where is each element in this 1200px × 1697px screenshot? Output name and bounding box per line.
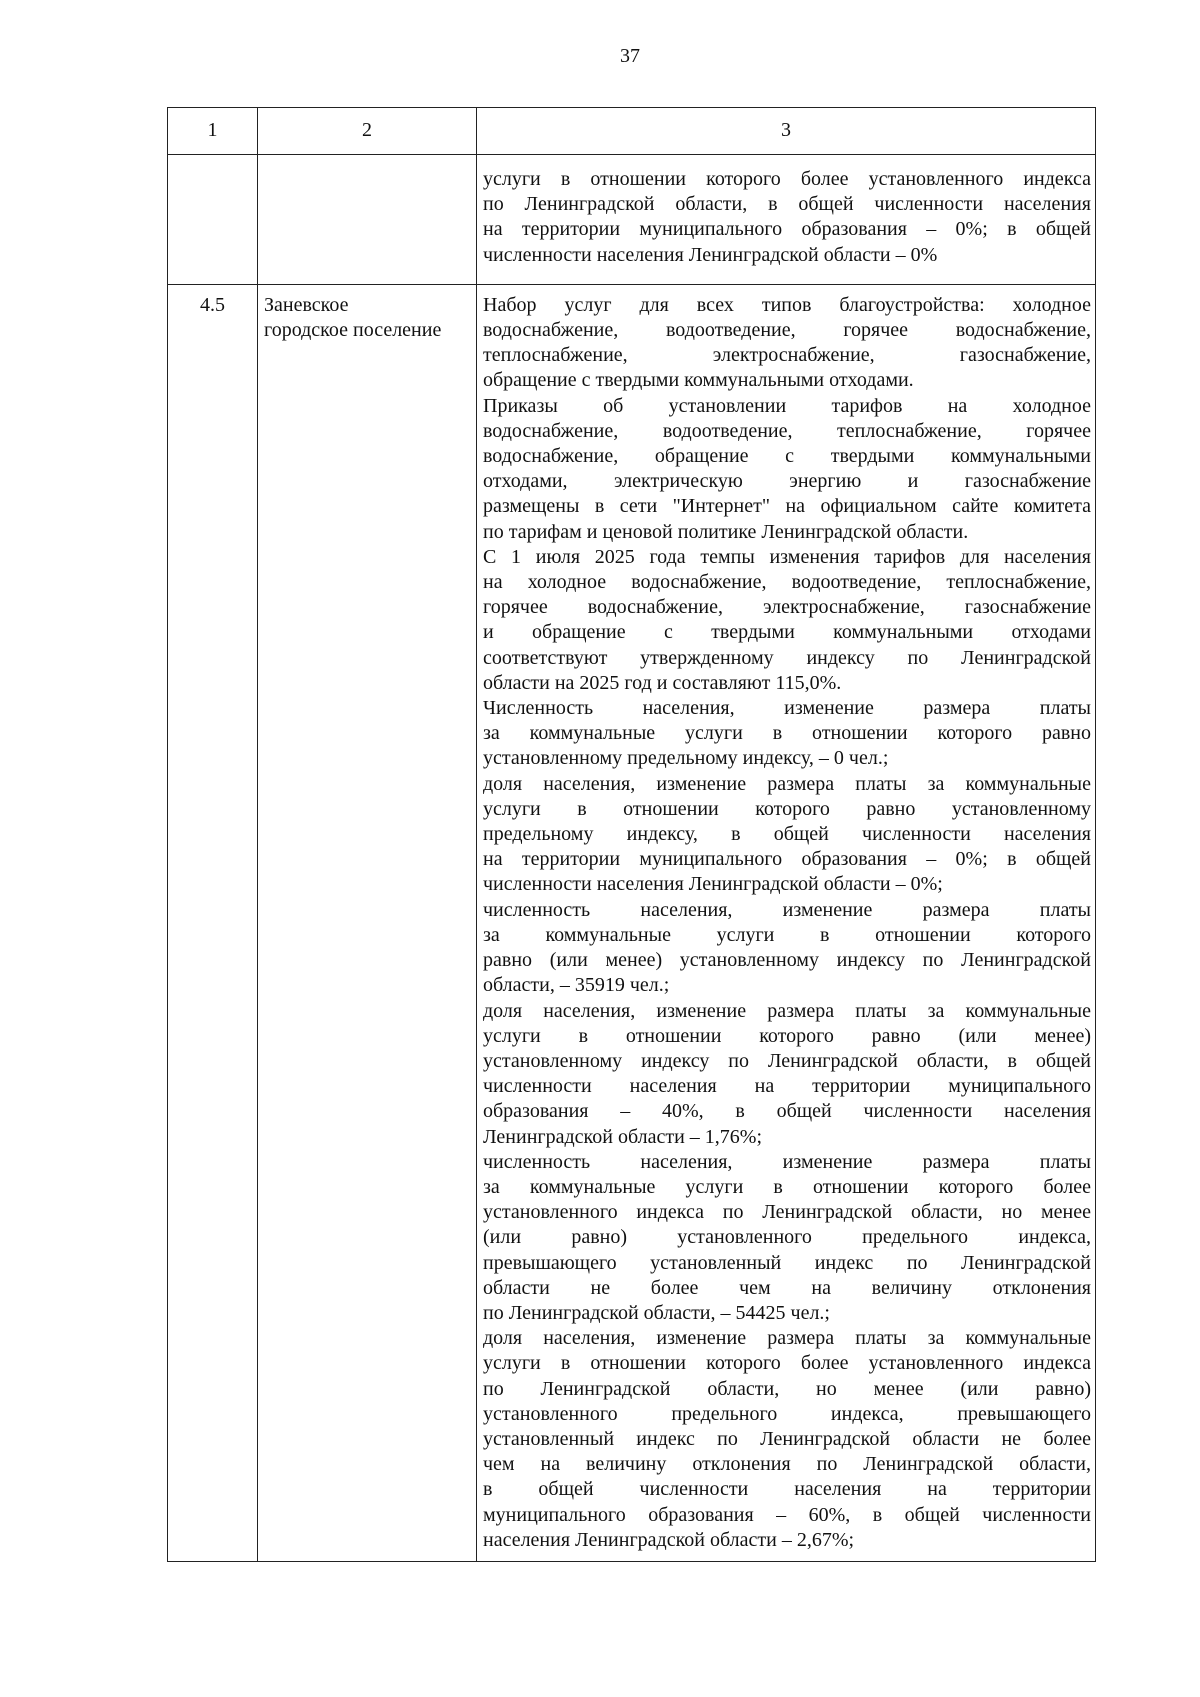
municipality-name-line: Заневское xyxy=(264,293,349,316)
continuation-paragraph xyxy=(483,167,1091,268)
text-line: доля населения, изменение размера платы за коммунальные xyxy=(483,772,1091,795)
text-line: населения Ленинградской области – 2,67%; xyxy=(483,1528,855,1551)
municipality-name xyxy=(258,284,477,1561)
row-description xyxy=(477,284,1096,1561)
text-line: в общей численности населения на территории xyxy=(483,1478,1091,1501)
text-line: размещены в сети "Интернет" на официальном сайте комитета xyxy=(483,495,1091,518)
text-line: услуги в отношении которого равно установленному xyxy=(483,797,1091,820)
text-line: по тарифам и ценовой политике Ленинградской области. xyxy=(483,520,969,543)
continuation-number-cell xyxy=(168,155,258,285)
text-line: за коммунальные услуги в отношении которого равно xyxy=(483,722,1091,745)
column-header-3: 3 xyxy=(477,108,1096,155)
text-line: установленного индекса по Ленинградской области, но менее xyxy=(483,1201,1091,1224)
page-number: 37 xyxy=(620,45,640,67)
description-paragraph xyxy=(483,394,1091,545)
text-line: равно (или менее) установленному индексу по Ленинградской xyxy=(483,949,1091,972)
text-line: численность населения, изменение размера платы xyxy=(483,1150,1091,1173)
text-line: установленному индексу по Ленинградской области, в общей xyxy=(483,1049,1091,1072)
text-line: водоснабжение, водоотведение, горячее водоснабжение, xyxy=(483,319,1091,342)
text-line: установленному предельному индексу, – 0 чел.; xyxy=(483,747,889,770)
column-header-1: 1 xyxy=(168,108,258,155)
continuation-name-cell xyxy=(258,155,477,285)
description-paragraph xyxy=(483,1150,1091,1326)
text-line: за коммунальные услуги в отношении которого более xyxy=(483,1175,1091,1198)
text-line: на территории муниципального образования – 0%; в общей xyxy=(483,218,1091,241)
text-line: по Ленинградской области, но менее (или равно) xyxy=(483,1377,1091,1400)
text-line: численности населения Ленинградской области – 0% xyxy=(483,243,938,266)
text-line: по Ленинградской области, – 54425 чел.; xyxy=(483,1301,830,1324)
table-row xyxy=(168,284,1096,1561)
text-line: доля населения, изменение размера платы за коммунальные xyxy=(483,999,1091,1022)
text-line: водоснабжение, обращение с твердыми коммунальными xyxy=(483,445,1091,468)
text-line: установленного предельного индекса, превышающего xyxy=(483,1402,1091,1425)
text-line: численности населения на территории муниципального xyxy=(483,1075,1091,1098)
text-line: (или равно) установленного предельного индекса, xyxy=(483,1226,1091,1249)
text-line: численность населения, изменение размера платы xyxy=(483,898,1091,921)
description-paragraph xyxy=(483,1326,1091,1553)
text-line: численности населения Ленинградской области – 0%; xyxy=(483,873,943,896)
text-line: области не более чем на величину отклонения xyxy=(483,1276,1091,1299)
text-line: услуги в отношении которого более установленного индекса xyxy=(483,1352,1091,1375)
text-line: образования – 40%, в общей численности населения xyxy=(483,1100,1091,1123)
text-line: обращение с твердыми коммунальными отходами. xyxy=(483,369,914,392)
text-line: С 1 июля 2025 года темпы изменения тарифов для населения xyxy=(483,545,1091,568)
continuation-row xyxy=(168,155,1096,285)
description-paragraph xyxy=(483,696,1091,772)
text-line: муниципального образования – 60%, в общей численности xyxy=(483,1503,1091,1526)
municipality-name-line: городское поселение xyxy=(264,319,442,342)
text-line: по Ленинградской области, в общей численности населения xyxy=(483,193,1091,216)
text-line: области, – 35919 чел.; xyxy=(483,974,670,997)
continuation-text-cell xyxy=(477,155,1096,285)
text-line: горячее водоснабжение, электроснабжение, газоснабжение xyxy=(483,596,1091,619)
text-line: отходами, электрическую энергию и газоснабжение xyxy=(483,470,1091,493)
row-number: 4.5 xyxy=(168,284,258,1561)
text-line: на территории муниципального образования – 0%; в общей xyxy=(483,848,1091,871)
tariff-table xyxy=(167,107,1096,1562)
description-paragraph xyxy=(483,898,1091,999)
text-line: и обращение с твердыми коммунальными отходами xyxy=(483,621,1091,644)
text-line: водоснабжение, водоотведение, теплоснабжение, горячее xyxy=(483,419,1091,442)
text-line: доля населения, изменение размера платы за коммунальные xyxy=(483,1327,1091,1350)
text-line: за коммунальные услуги в отношении которого xyxy=(483,923,1091,946)
description-paragraph xyxy=(483,772,1091,898)
text-line: предельному индексу, в общей численности населения xyxy=(483,823,1091,846)
text-line: теплоснабжение, электроснабжение, газоснабжение, xyxy=(483,344,1091,367)
text-line: услуги в отношении которого более установленного индекса xyxy=(483,168,1091,190)
text-line: превышающего установленный индекс по Ленинградской xyxy=(483,1251,1091,1274)
text-line: области на 2025 год и составляют 115,0%. xyxy=(483,671,842,694)
text-line: на холодное водоснабжение, водоотведение, теплоснабжение, xyxy=(483,571,1091,594)
text-line: соответствуют утвержденному индексу по Ленинградской xyxy=(483,646,1091,669)
description-paragraph xyxy=(483,293,1091,394)
text-line: Набор услуг для всех типов благоустройства: холодное xyxy=(483,293,1091,316)
text-line: Численность населения, изменение размера платы xyxy=(483,697,1091,720)
table-header-row xyxy=(168,108,1096,155)
text-line: чем на величину отклонения по Ленинградской области, xyxy=(483,1453,1091,1476)
text-line: услуги в отношении которого равно (или менее) xyxy=(483,1024,1091,1047)
text-line: Ленинградской области – 1,76%; xyxy=(483,1125,763,1148)
column-header-2: 2 xyxy=(258,108,477,155)
text-line: установленный индекс по Ленинградской области не более xyxy=(483,1427,1091,1450)
description-paragraph xyxy=(483,545,1091,696)
description-paragraph xyxy=(483,999,1091,1150)
text-line: Приказы об установлении тарифов на холодное xyxy=(483,394,1091,417)
